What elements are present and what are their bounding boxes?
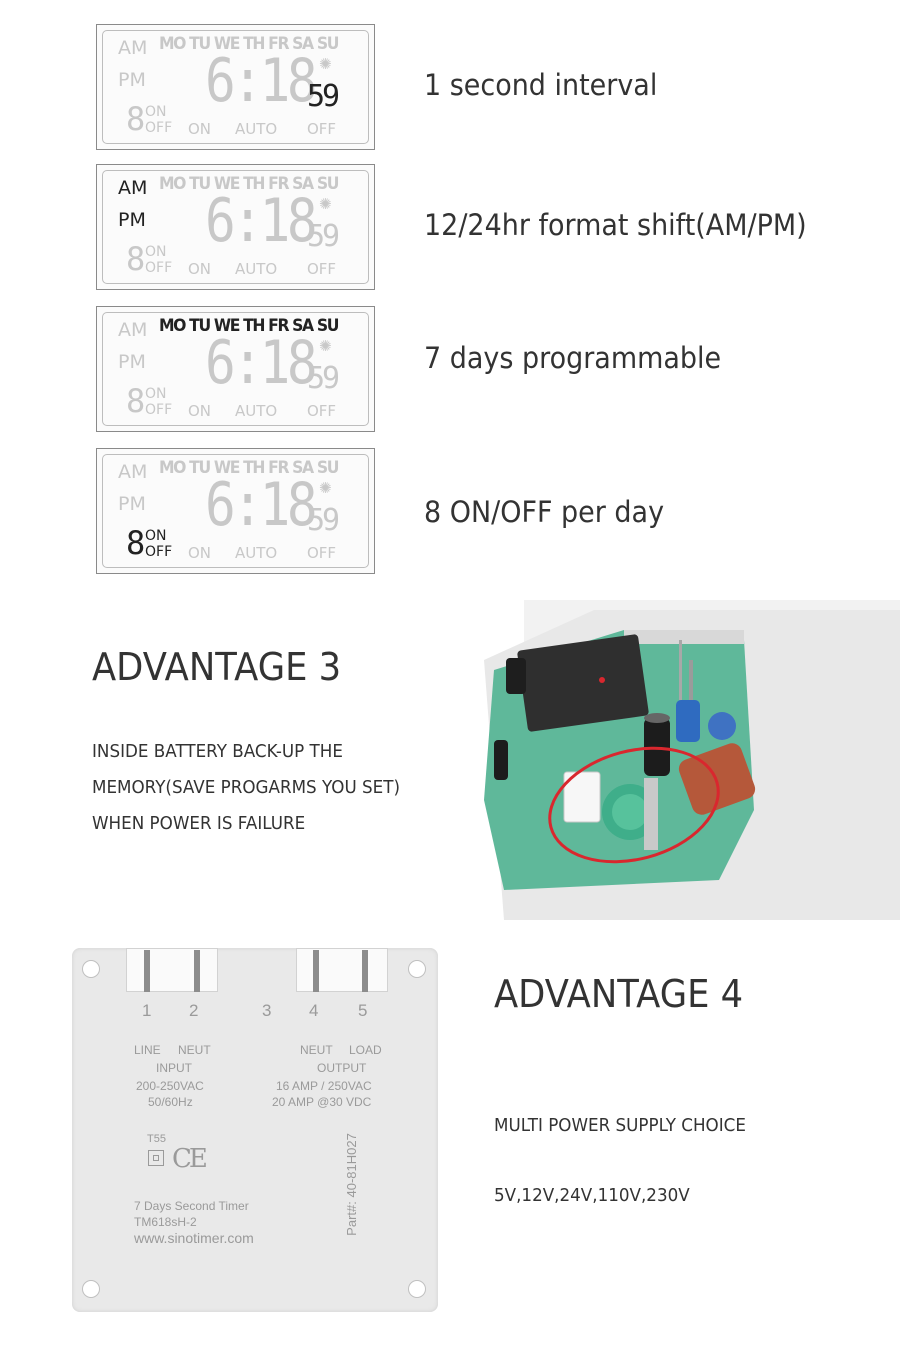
feature-text: 8 ON/OFF per day [424,495,665,529]
lcd-mode-on: ON [188,260,212,278]
label-url: www.sinotimer.com [134,1230,254,1246]
advantage-4-voltages: 5V,12V,24V,110V,230V [494,1185,690,1206]
lcd-pm: PM [118,209,146,231]
lcd-seconds: 59 [307,503,338,538]
lcd-mode-auto: AUTO [235,544,278,562]
lcd-seconds: 59 [307,219,338,254]
lcd-time: 6:18 [205,46,315,116]
lcd-on-label: ON [145,104,167,120]
lcd-on-label: ON [145,528,167,544]
label-t55: T55 [147,1133,166,1145]
lcd-mode-off: OFF [307,120,337,138]
label-input-voltage: 200-250VAC [136,1079,204,1093]
lcd-days: MO TU WE TH FR SA SU [159,34,339,54]
mounting-hole [408,960,426,978]
lcd-mode-off: OFF [307,402,337,420]
lcd-pm: PM [118,69,146,91]
lcd-panel-days [96,306,375,432]
advantage-4-title: ADVANTAGE 4 [494,972,744,1016]
lcd-mode-on: ON [188,402,212,420]
advantage-3-text [92,734,400,842]
lcd-mode-off: OFF [307,260,337,278]
label-description: 7 Days Second Timer [134,1199,249,1213]
feature-text: 7 days programmable [424,341,722,375]
lcd-mode-auto: AUTO [235,260,278,278]
advantage-3-title: ADVANTAGE 3 [92,645,342,689]
terminal-pin [362,950,368,992]
lcd-panel-ampm [96,164,375,290]
feature-text: 12/24hr format shift(AM/PM) [424,208,807,242]
lcd-am: AM [118,177,148,199]
label-input-frequency: 50/60Hz [148,1095,193,1109]
lcd-days: MO TU WE TH FR SA SU [159,458,339,478]
label-output-ac: 16 AMP / 250VAC [276,1079,372,1093]
pin-number: 4 [309,1001,319,1020]
advantage-3-line: MEMORY(SAVE PROGARMS YOU SET) [92,777,400,798]
lcd-on-label: ON [145,244,167,260]
capacitor [506,658,526,694]
lcd-seconds: 59 [307,79,338,114]
lcd-program-number: 8 [126,524,146,562]
lcd-mode-on: ON [188,544,212,562]
lcd-am: AM [118,37,148,59]
terminal-pin [194,950,200,992]
pin-number: 1 [142,1001,152,1020]
label-output-dc: 20 AMP @30 VDC [272,1095,372,1109]
ce-mark: CE [172,1144,205,1174]
capacitor-blue [676,700,700,742]
sun-icon: ✺ [319,479,332,497]
terminal-pin [313,950,319,992]
label-output: OUTPUT [317,1061,367,1075]
mounting-hole [408,1280,426,1298]
pin-recess [126,948,218,992]
lcd-mode-off: OFF [307,544,337,562]
lcd-time: 6:18 [205,186,315,256]
lcd-off-label: OFF [145,544,173,560]
pcb-battery-photo [484,600,900,920]
lcd-panel-seconds [96,24,375,150]
pin-number: 3 [262,1001,272,1020]
label-line: LINE [134,1043,161,1057]
lcd-am: AM [118,319,148,341]
label-part-number: Part#: 40-81H027 [343,1133,359,1236]
sun-icon: ✺ [319,337,332,355]
lcd-pm: PM [118,351,146,373]
lcd-mode-auto: AUTO [235,120,278,138]
lcd-off-label: OFF [145,120,173,136]
pin-number: 2 [189,1001,199,1020]
lcd-seconds: 59 [307,361,338,396]
label-neut: NEUT [178,1043,211,1057]
lcd-program-number: 8 [126,382,146,420]
lcd-mode-on: ON [188,120,212,138]
lcd-panel-onoff [96,448,375,574]
double-insulation-icon [148,1150,164,1166]
lcd-time: 6:18 [205,470,315,540]
label-model: TM618sH-2 [134,1215,197,1229]
lcd-pm: PM [118,493,146,515]
pin-recess [296,948,388,992]
lcd-off-label: OFF [145,402,173,418]
lcd-days: MO TU WE TH FR SA SU [159,174,339,194]
label-neut-output: NEUT [300,1043,333,1057]
sun-icon: ✺ [319,55,332,73]
relay [517,634,649,732]
label-load: LOAD [349,1043,382,1057]
sun-icon: ✺ [319,195,332,213]
advantage-4-text: MULTI POWER SUPPLY CHOICE [494,1115,746,1136]
mounting-hole [82,1280,100,1298]
lcd-am: AM [118,461,148,483]
terminal-pin [144,950,150,992]
device-housing [72,948,438,1312]
lcd-days: MO TU WE TH FR SA SU [159,316,339,336]
feature-text: 1 second interval [424,68,658,102]
timer-back-panel [72,948,438,1312]
advantage-3-line: WHEN POWER IS FAILURE [92,813,306,834]
lcd-time: 6:18 [205,328,315,398]
lcd-off-label: OFF [145,260,173,276]
lcd-program-number: 8 [126,100,146,138]
lcd-mode-auto: AUTO [235,402,278,420]
lcd-program-number: 8 [126,240,146,278]
lcd-on-label: ON [145,386,167,402]
advantage-3-line: INSIDE BATTERY BACK-UP THE [92,741,343,762]
mounting-hole [82,960,100,978]
pin-number: 5 [358,1001,368,1020]
label-input: INPUT [156,1061,192,1075]
